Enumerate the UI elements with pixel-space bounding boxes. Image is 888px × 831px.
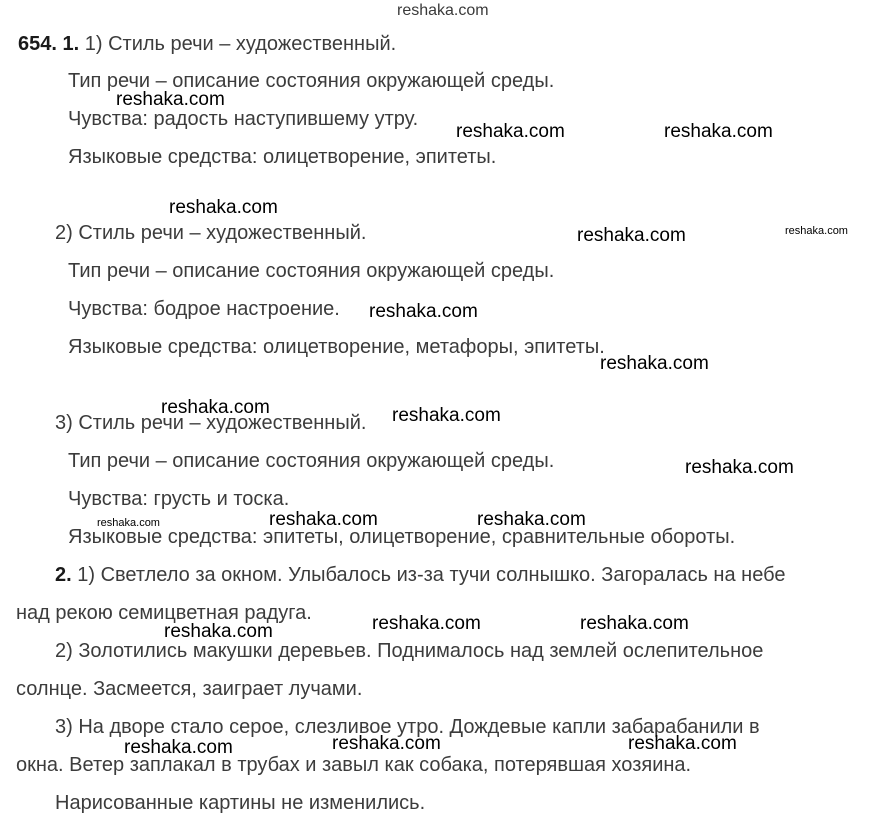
- watermark-top: reshaka.com: [397, 2, 489, 19]
- s2-line2: Тип речи – описание состояния окружающей среды.: [68, 260, 555, 282]
- exercise-heading: [18, 32, 396, 56]
- watermark: reshaka.com: [577, 225, 686, 246]
- part-2-p2-line1: 2) Золотились макушки деревьев. Поднималось над землей ослепительное: [55, 640, 764, 662]
- s3-line2: Тип речи – описание состояния окружающей среды.: [68, 450, 555, 472]
- part-2-p3-line2: окна. Ветер заплакал в трубах и завыл как собака, потерявшая хозяина.: [16, 754, 692, 776]
- watermark: reshaka.com: [332, 733, 441, 754]
- part-2-label: 2.: [55, 564, 72, 586]
- s1-line4: Языковые средства: олицетворение, эпитеты.: [68, 146, 497, 168]
- watermark-small: reshaka.com: [785, 225, 848, 237]
- s2-line3: Чувства: бодрое настроение.: [68, 298, 340, 320]
- s3-line4: Языковые средства: эпитеты, олицетворение, сравнительные обороты.: [68, 526, 736, 548]
- p1-line1-text: 1) Светлело за окном. Улыбалось из-за тучи солнышко. Загоралась на небе: [77, 564, 786, 586]
- watermark: reshaka.com: [169, 197, 278, 218]
- watermark: reshaka.com: [269, 509, 378, 530]
- part-2-p3-line3: Нарисованные картины не изменились.: [55, 792, 426, 814]
- watermark: reshaka.com: [600, 353, 709, 374]
- watermark: reshaka.com: [116, 89, 225, 110]
- s1-line1: 1) Стиль речи – художественный.: [84, 33, 397, 55]
- watermark: reshaka.com: [124, 737, 233, 758]
- s3-line3: Чувства: грусть и тоска.: [68, 488, 290, 510]
- part-2-p1-line2: над рекою семицветная радуга.: [16, 602, 312, 624]
- s3-line1: 3) Стиль речи – художественный.: [55, 412, 367, 434]
- part-2-p2-line2: солнце. Засмеется, заиграет лучами.: [16, 678, 363, 700]
- part-2-p3-line1: 3) На дворе стало серое, слезливое утро. Дождевые капли забарабанили в: [55, 716, 760, 738]
- watermark: reshaka.com: [392, 405, 501, 426]
- s1-line2: Тип речи – описание состояния окружающей среды.: [68, 70, 555, 92]
- s1-line3: Чувства: радость наступившему утру.: [68, 108, 419, 130]
- watermark: reshaka.com: [477, 509, 586, 530]
- watermark: reshaka.com: [628, 733, 737, 754]
- watermark: reshaka.com: [372, 613, 481, 634]
- watermark: reshaka.com: [456, 121, 565, 142]
- watermark: reshaka.com: [164, 621, 273, 642]
- watermark: reshaka.com: [161, 397, 270, 418]
- watermark-small: reshaka.com: [97, 517, 160, 529]
- watermark: reshaka.com: [580, 613, 689, 634]
- watermark: reshaka.com: [369, 301, 478, 322]
- s2-line4: Языковые средства: олицетворение, метафоры, эпитеты.: [68, 336, 605, 358]
- watermark: reshaka.com: [685, 457, 794, 478]
- part-1-label: 1.: [62, 33, 80, 55]
- exercise-number: 654.: [18, 33, 57, 55]
- part-2-p1-line1: [55, 563, 785, 587]
- watermark: reshaka.com: [664, 121, 773, 142]
- s2-line1: 2) Стиль речи – художественный.: [55, 222, 367, 244]
